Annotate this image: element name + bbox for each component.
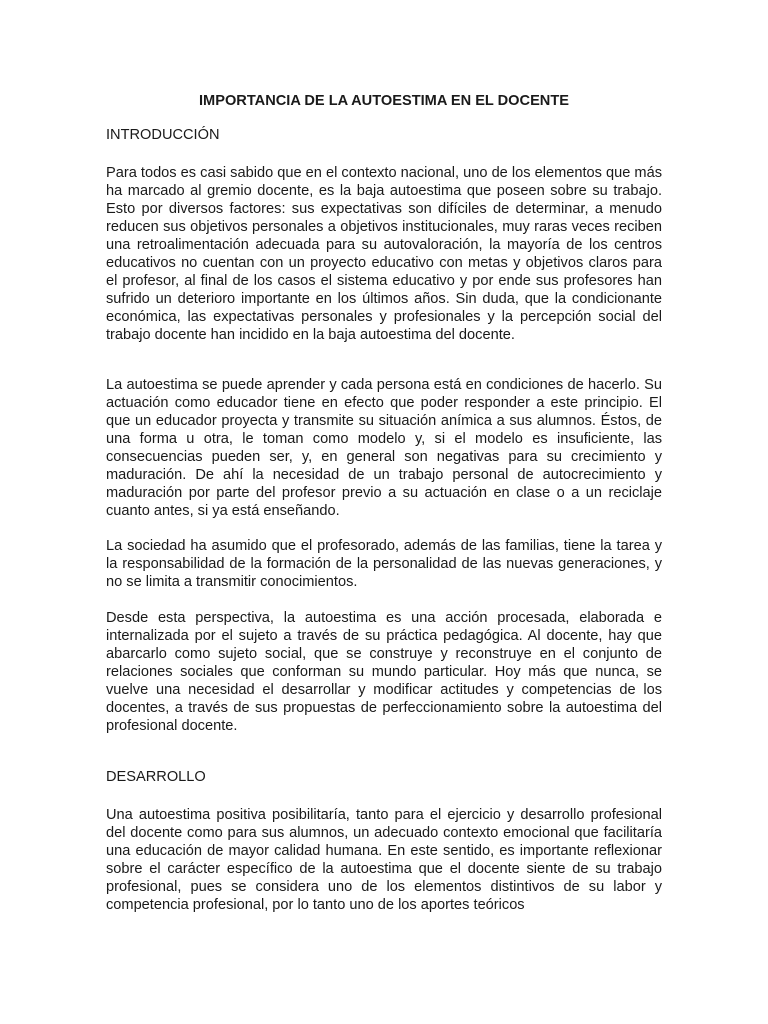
section-heading-development: DESARROLLO [106, 769, 206, 785]
paragraph: La autoestima se puede aprender y cada persona está en condiciones de hacerlo. Su actuación como educador tiene en efecto que poder responder a este principio. El que un educador proyecta y transmite su situación anímica a sus alumnos. Éstos, de una forma u otra, le toman como modelo y, si el modelo es insuficiente, las consecuencias pueden ser, y, en general son negativas para su crecimiento y maduración. De ahí la necesidad de un trabajo personal de autocrecimiento y maduración por parte del profesor previo a su actuación en clase o a un reciclaje cuanto antes, si ya está enseñando. [106, 377, 662, 519]
paragraph: Desde esta perspectiva, la autoestima es una acción procesada, elaborada e internalizada por el sujeto a través de su práctica pedagógica. Al docente, hay que abarcarlo como sujeto social, que se construye y reconstruye en el conjunto de relaciones sociales que conforman su mundo particular. Hoy más que nunca, se vuelve una necesidad el desarrollar y modificar actitudes y competencias de los docentes, a través de sus propuestas de perfeccionamiento sobre la autoestima del profesional docente. [106, 610, 662, 734]
section-heading-introduction: INTRODUCCIÓN [106, 127, 220, 143]
paragraph: Para todos es casi sabido que en el contexto nacional, uno de los elementos que más ha marcado al gremio docente, es la baja autoestima que poseen sobre su trabajo. Esto por diversos factores: sus expectativas son difíciles de determinar, a menudo reducen sus objetivos personales a objetivos institucionales, muy raras veces reciben una retroalimentación adecuada para su autovaloración, la mayoría de los centros educativos no cuentan con un proyecto educativo con metas y objetivos claros para el profesor, al final de los casos el sistema educativo y por ende sus profesores han sufrido un deterioro importante en los últimos años. Sin duda, que la condicionante económica, las expectativas personales y profesionales y la percepción social del trabajo docente han incidido en la baja autoestima del docente. [106, 165, 662, 343]
paragraph: La sociedad ha asumido que el profesorado, además de las familias, tiene la tarea y la responsabilidad de la formación de la personalidad de las nuevas generaciones, y no se limita a transmitir conocimientos. [106, 538, 662, 590]
document-title: IMPORTANCIA DE LA AUTOESTIMA EN EL DOCENTE [199, 93, 569, 109]
paragraph: Una autoestima positiva posibilitaría, tanto para el ejercicio y desarrollo profesional del docente como para sus alumnos, un adecuado contexto emocional que facilitaría una educación de mayor calidad humana. En este sentido, es importante reflexionar sobre el carácter específico de la autoestima que el docente siente de su trabajo profesional, pues se considera uno de los elementos distintivos de su labor y competencia profesional, por lo tanto uno de los aportes teóricos [106, 807, 662, 913]
